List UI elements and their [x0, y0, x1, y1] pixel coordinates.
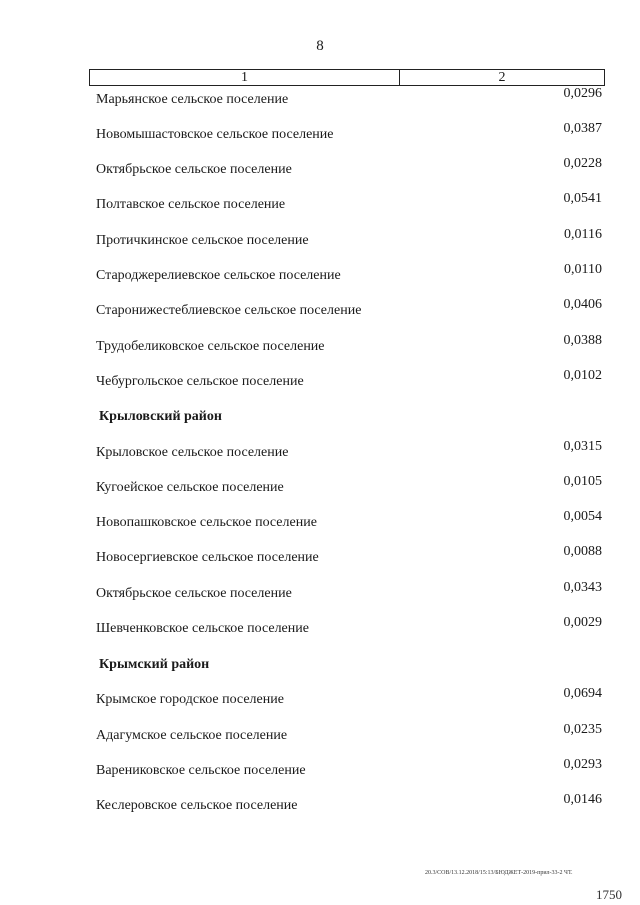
settlement-value: 0,0296: [563, 86, 602, 101]
settlement-value: 0,0388: [563, 333, 602, 348]
settlement-name: Новопашковское сельское поселение: [96, 515, 317, 530]
settlement-name: Марьянское сельское поселение: [96, 92, 289, 107]
table-row: [0, 297, 640, 324]
settlement-name: Варениковское сельское поселение: [96, 763, 306, 778]
table-row: [0, 686, 640, 713]
settlement-name: Кугоейское сельское поселение: [96, 480, 284, 495]
settlement-value: 0,0102: [563, 368, 602, 383]
table-row: [0, 333, 640, 360]
settlement-name: Полтавское сельское поселение: [96, 197, 286, 212]
table-row: [0, 156, 640, 183]
settlement-value: 0,0406: [563, 297, 602, 312]
table-row: [0, 544, 640, 571]
table-row: [0, 474, 640, 501]
settlement-value: 0,0105: [563, 474, 602, 489]
settlement-name: Протичкинское сельское поселение: [96, 233, 309, 248]
settlement-name: Крымское городское поселение: [96, 692, 284, 707]
table-row: [0, 368, 640, 395]
settlement-name: Чебургольское сельское поселение: [96, 374, 304, 389]
settlement-value: 0,0694: [563, 686, 602, 701]
settlement-name: Крыловское сельское поселение: [96, 445, 289, 460]
settlement-value: 0,0387: [563, 121, 602, 136]
table-row: [0, 121, 640, 148]
settlement-value: 0,0088: [563, 544, 602, 559]
settlement-value: 0,0146: [563, 792, 602, 807]
document-footer-code: 20.3/СОВ/13.12.2018/15:13/БЮДЖЕТ-2019-прил-33-2 ЧТ.: [425, 870, 573, 876]
settlement-name: Октябрьское сельское поселение: [96, 586, 292, 601]
table-row: [0, 615, 640, 642]
settlement-value: 0,0293: [563, 757, 602, 772]
settlement-name: Адагумское сельское поселение: [96, 728, 288, 743]
district-name: Крыловский район: [99, 409, 222, 424]
settlement-value: 0,0029: [563, 615, 602, 630]
table-row: [0, 86, 640, 113]
settlement-name: Трудобеликовское сельское поселение: [96, 339, 325, 354]
settlement-value: 0,0110: [564, 262, 602, 277]
district-heading: [0, 408, 640, 430]
table-row: [0, 792, 640, 819]
table-header-col1: 1: [90, 70, 400, 85]
table-row: [0, 757, 640, 784]
table-row: [0, 509, 640, 536]
settlement-value: 0,0315: [563, 439, 602, 454]
table-row: [0, 439, 640, 466]
settlement-name: Новомышастовское сельское поселение: [96, 127, 334, 142]
table-row: [0, 262, 640, 289]
settlement-value: 0,0235: [563, 722, 602, 737]
settlement-name: Шевченковское сельское поселение: [96, 621, 309, 636]
table-row: [0, 191, 640, 218]
page-number: 8: [316, 38, 324, 54]
settlement-value: 0,0054: [563, 509, 602, 524]
district-name: Крымский район: [99, 657, 210, 672]
table-row: [0, 227, 640, 254]
settlement-value: 0,0116: [564, 227, 602, 242]
settlement-name: Новосергиевское сельское поселение: [96, 550, 319, 565]
sheet-stamp-number: 1750: [596, 887, 622, 902]
settlement-name: Старонижестеблиевское сельское поселение: [96, 303, 362, 318]
table-row: [0, 580, 640, 607]
settlement-name: Октябрьское сельское поселение: [96, 162, 292, 177]
settlement-value: 0,0228: [563, 156, 602, 171]
table-header-col2: 2: [498, 70, 506, 85]
district-heading: [0, 656, 640, 678]
settlement-value: 0,0343: [563, 580, 602, 595]
settlement-name: Староджерелиевское сельское поселение: [96, 268, 341, 283]
settlement-value: 0,0541: [563, 191, 602, 206]
table-row: [0, 722, 640, 749]
settlement-name: Кеслеровское сельское поселение: [96, 798, 298, 813]
